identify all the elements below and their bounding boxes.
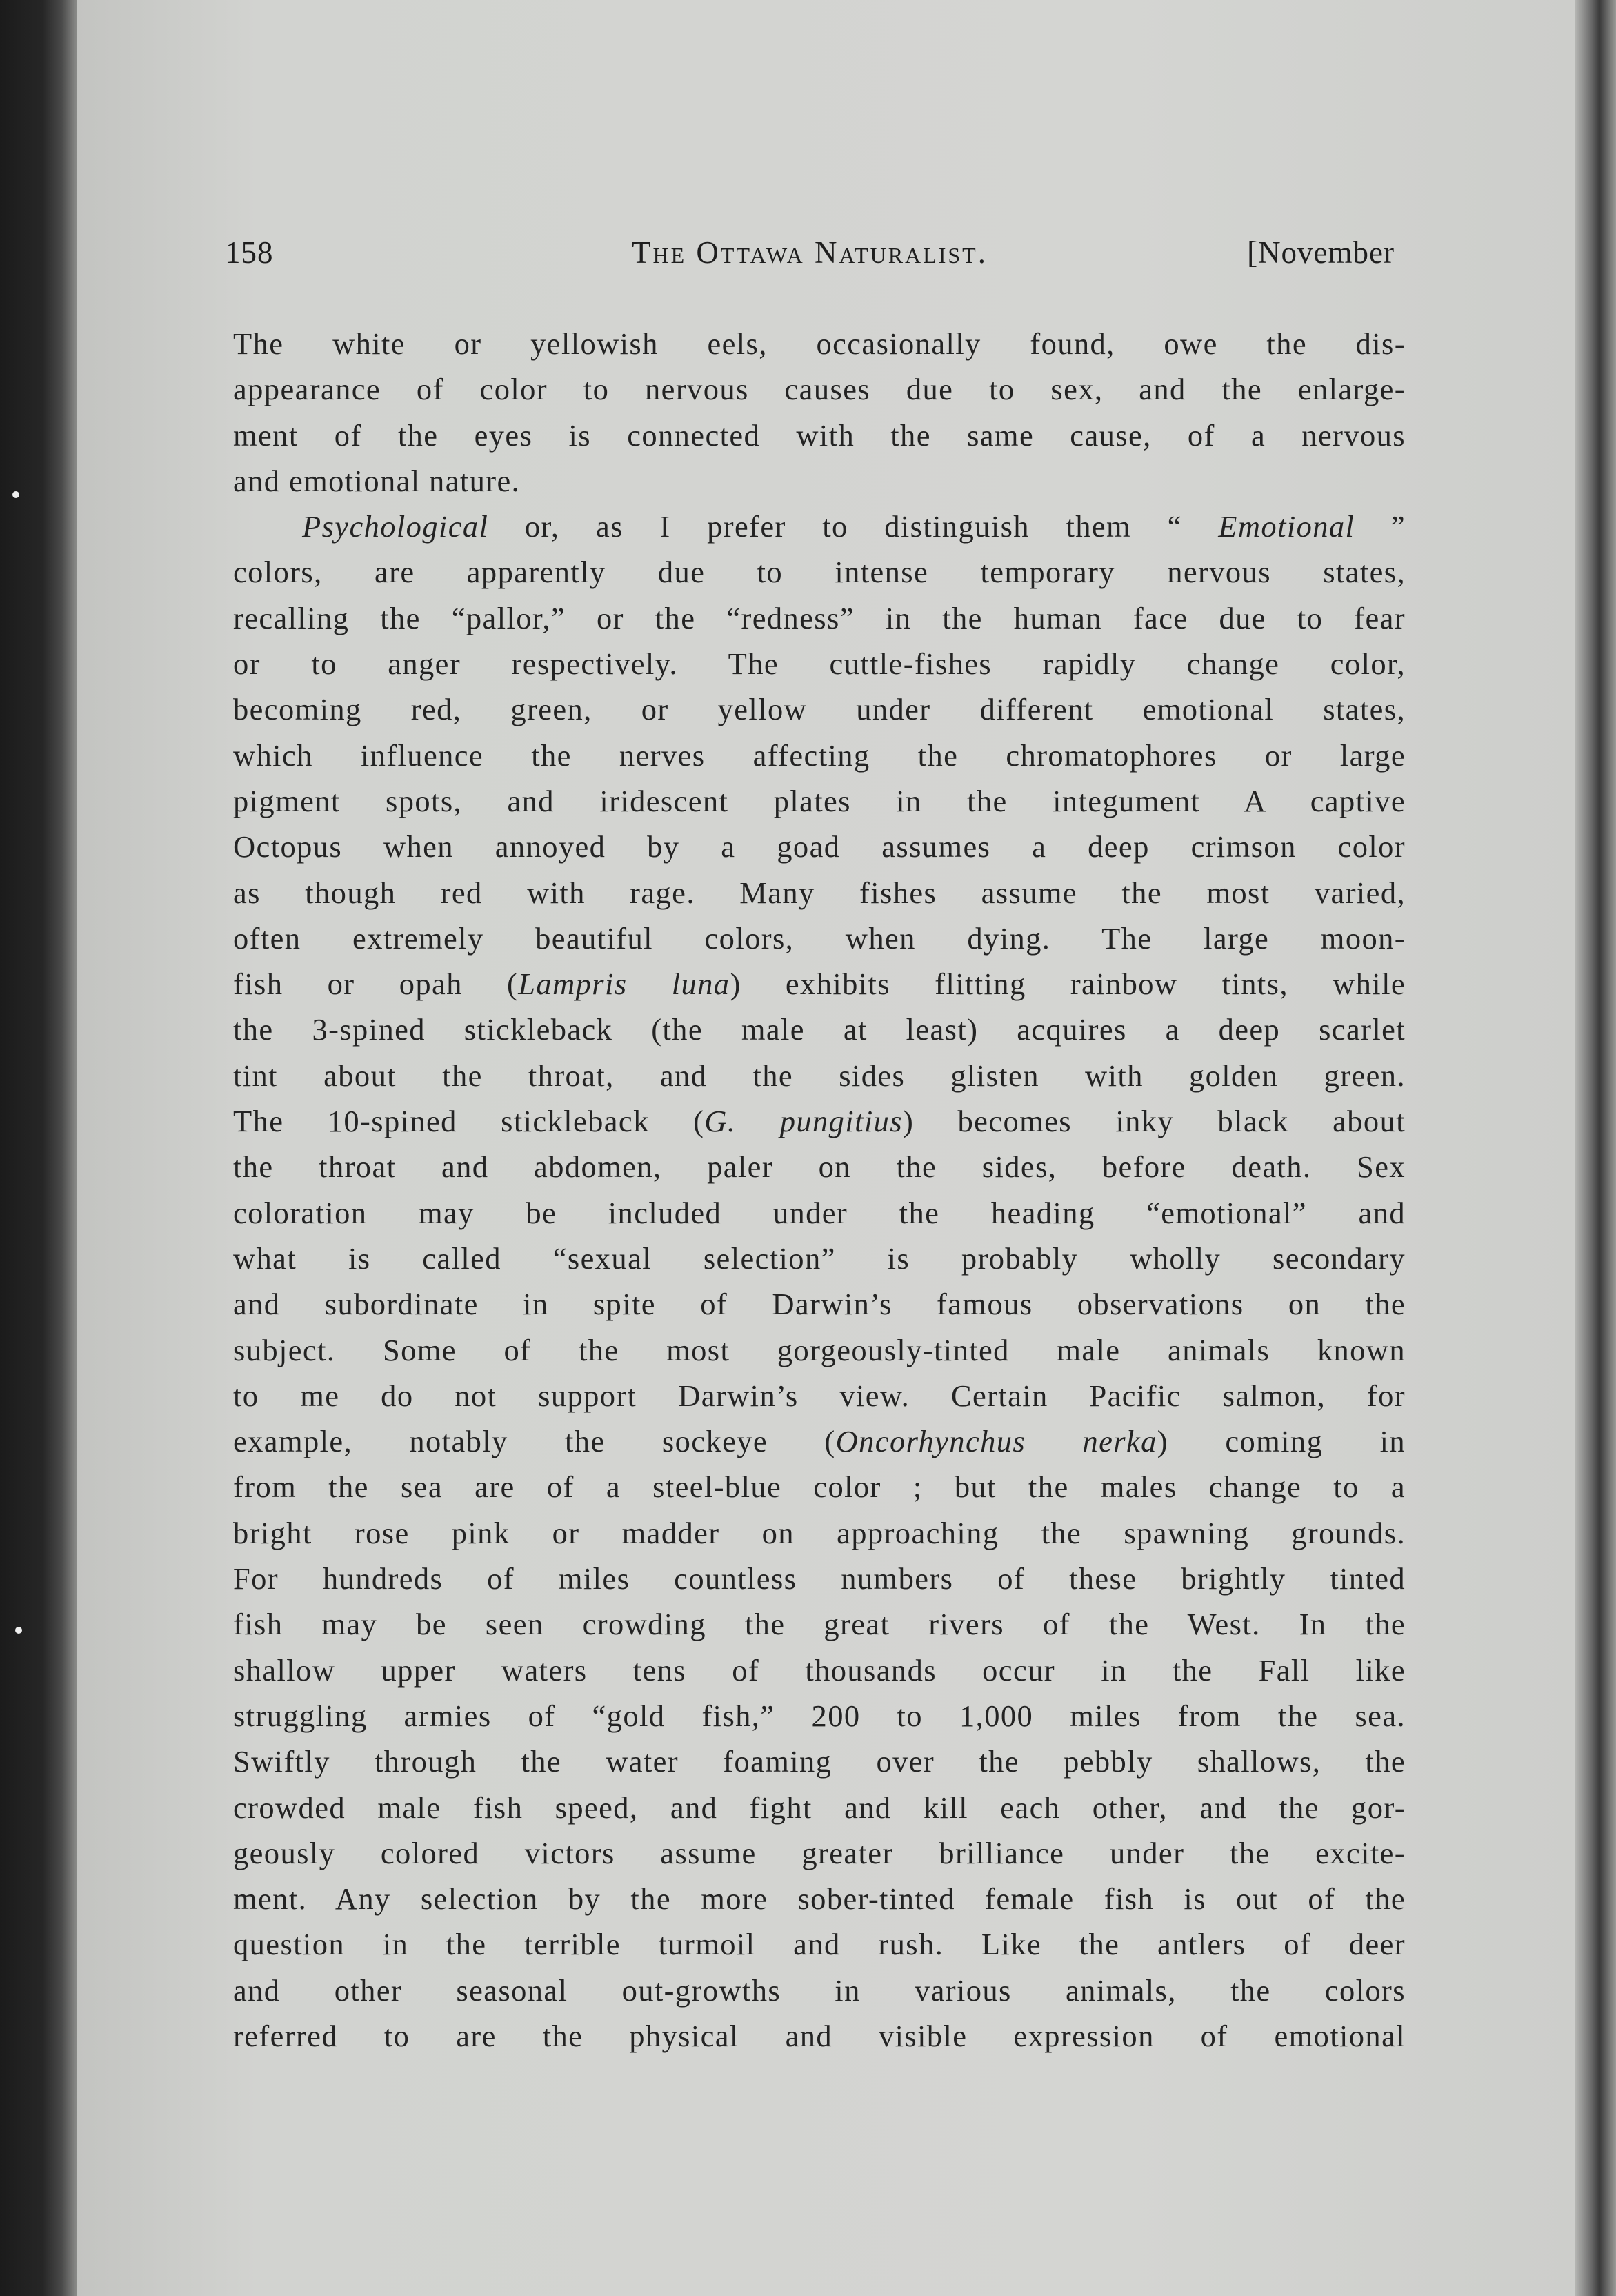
text-run: Swiftly through the water foaming over the pebbly shallows, the xyxy=(233,1744,1406,1779)
italic-text: Oncorhynchus nerka xyxy=(835,1424,1157,1459)
text-run: the throat and abdomen, paler on the sides, before death. Sex xyxy=(233,1149,1406,1185)
text-run: which influence the nerves affecting the chromatophores or large xyxy=(233,738,1406,773)
text-line xyxy=(233,1053,1406,1098)
text-run: pigment spots, and iridescent plates in the integument A captive xyxy=(233,783,1406,818)
text-line xyxy=(233,1373,1406,1418)
text-run: fish or opah ( xyxy=(233,967,519,1002)
text-run: and subordinate in spite of Darwin’s famous observations on the xyxy=(233,1287,1406,1322)
text-run: or, as I prefer to distinguish them “ xyxy=(488,509,1219,544)
text-line xyxy=(233,321,1406,366)
italic-text: G. pungitius xyxy=(704,1104,903,1139)
text-line xyxy=(233,458,1406,504)
page-number: 158 xyxy=(225,235,274,270)
text-run: to me do not support Darwin’s view. Certain Pacific salmon, for xyxy=(233,1378,1406,1413)
text-line xyxy=(233,1007,1406,1052)
text-line xyxy=(233,366,1406,412)
text-run: The white or yellowish eels, occasionally found, owe the dis- xyxy=(233,326,1406,361)
text-run: often extremely beautiful colors, when dying. The large moon- xyxy=(233,920,1406,956)
body-text xyxy=(233,321,1406,2059)
text-line xyxy=(233,1830,1406,1876)
text-run: coloration may be included under the heading “emotional” and xyxy=(233,1195,1406,1230)
text-line xyxy=(233,1601,1406,1647)
scan-edge-left xyxy=(0,0,77,2296)
text-run: shallow upper waters tens of thousands occur in the Fall like xyxy=(233,1652,1406,1688)
text-run: crowded male fish speed, and fight and kill each other, and the gor- xyxy=(233,1790,1406,1825)
text-line xyxy=(233,413,1406,458)
scan-speck xyxy=(12,491,19,498)
scan-speck xyxy=(15,1627,22,1634)
text-run: as though red with rage. Many fishes assume the most varied, xyxy=(233,875,1406,910)
text-run: geously colored victors assume greater brilliance under the excite- xyxy=(233,1835,1406,1870)
text-run: ” xyxy=(1355,509,1406,544)
text-line xyxy=(233,1739,1406,1784)
text-line xyxy=(233,1281,1406,1327)
text-line xyxy=(233,1556,1406,1601)
text-line xyxy=(233,504,1406,549)
header-month: [November xyxy=(1247,235,1395,270)
text-run: and other seasonal out-growths in various animals, the colors xyxy=(233,1972,1406,2008)
text-run: Octopus when annoyed by a goad assumes a deep crimson color xyxy=(233,829,1406,864)
text-run: what is called “sexual selection” is probably wholly secondary xyxy=(233,1240,1406,1276)
text-run: the 3-spined stickleback (the male at least) acquires a deep scarlet xyxy=(233,1012,1406,1047)
text-run: from the sea are of a steel-blue color ; but the males change to a xyxy=(233,1469,1406,1505)
text-line xyxy=(233,961,1406,1007)
italic-text: Psychological xyxy=(302,509,489,544)
text-run: colors, are apparently due to intense temporary nervous states, xyxy=(233,555,1406,590)
text-line xyxy=(233,2013,1406,2059)
text-run: ment of the eyes is connected with the same cause, of a nervous xyxy=(233,417,1406,453)
text-run: and emotional nature. xyxy=(233,463,521,498)
text-line xyxy=(233,1693,1406,1739)
text-run: fish may be seen crowding the great rivers of the West. In the xyxy=(233,1607,1406,1642)
text-line xyxy=(233,733,1406,778)
text-line xyxy=(233,1098,1406,1144)
text-line xyxy=(233,1510,1406,1556)
text-run: example, notably the sockeye ( xyxy=(233,1424,836,1459)
text-line xyxy=(233,1785,1406,1830)
text-line xyxy=(233,1876,1406,1921)
text-run: The 10-spined stickleback ( xyxy=(233,1104,705,1139)
text-run: struggling armies of “gold fish,” 200 to 1,000 miles from the sea. xyxy=(233,1698,1406,1733)
text-run: referred to are the physical and visible expression of emotional xyxy=(233,2018,1406,2053)
text-run: ) coming in xyxy=(1157,1424,1406,1459)
text-line xyxy=(233,824,1406,869)
text-run: tint about the throat, and the sides glisten with golden green. xyxy=(233,1058,1406,1093)
text-line xyxy=(233,549,1406,595)
text-run: or to anger respectively. The cuttle-fishes rapidly change color, xyxy=(233,646,1406,682)
text-line xyxy=(233,595,1406,641)
running-title: The Ottawa Naturalist. xyxy=(632,235,988,270)
text-line xyxy=(233,1327,1406,1373)
text-run: bright rose pink or madder on approaching the spawning grounds. xyxy=(233,1515,1406,1550)
text-line xyxy=(233,870,1406,916)
page-header xyxy=(225,235,1395,283)
text-run: subject. Some of the most gorgeously-tinted male animals known xyxy=(233,1332,1406,1367)
text-line xyxy=(233,1418,1406,1464)
text-line xyxy=(233,1236,1406,1281)
text-line xyxy=(233,1144,1406,1189)
text-run: question in the terrible turmoil and rush. Like the antlers of deer xyxy=(233,1927,1406,1962)
italic-text: Lampris luna xyxy=(518,967,730,1002)
text-line xyxy=(233,1647,1406,1693)
text-run: ment. Any selection by the more sober-tinted female fish is out of the xyxy=(233,1881,1406,1917)
scan-edge-right xyxy=(1575,0,1616,2296)
text-run: recalling the “pallor,” or the “redness” in the human face due to fear xyxy=(233,600,1406,635)
text-run: ) exhibits flitting rainbow tints, while xyxy=(730,967,1406,1002)
text-line xyxy=(233,1464,1406,1510)
text-line xyxy=(233,1190,1406,1236)
text-run: For hundreds of miles countless numbers of these brightly tinted xyxy=(233,1561,1406,1596)
text-line xyxy=(233,1921,1406,1967)
text-line xyxy=(233,1968,1406,2013)
italic-text: Emotional xyxy=(1218,509,1355,544)
text-line xyxy=(233,778,1406,824)
text-run: ) becomes inky black about xyxy=(902,1104,1406,1139)
text-line xyxy=(233,916,1406,961)
text-line xyxy=(233,686,1406,732)
text-run: appearance of color to nervous causes due to sex, and the enlarge- xyxy=(233,372,1406,407)
text-run: becoming red, green, or yellow under different emotional states, xyxy=(233,692,1406,727)
text-line xyxy=(233,641,1406,686)
